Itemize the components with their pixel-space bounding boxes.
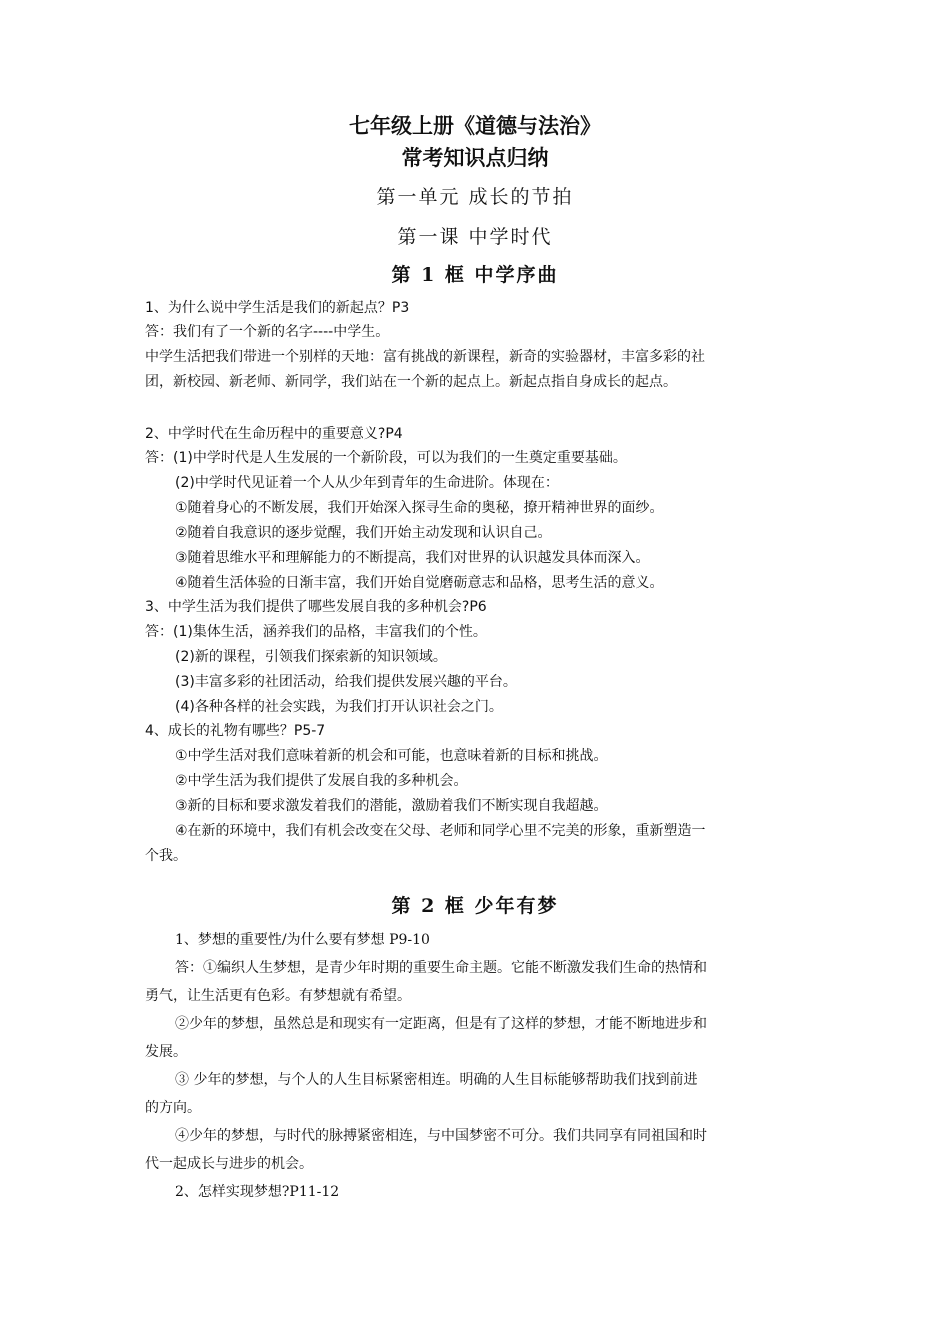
answer-line: 个我。 — [145, 848, 187, 864]
answer-line: 答：①编织人生梦想，是青少年时期的重要生命主题。它能不断激发我们生命的热情和 — [175, 960, 707, 976]
answer-line: 答：我们有了一个新的名字----中学生。 — [145, 324, 390, 340]
answer-line: (2)新的课程，引领我们探索新的知识领域。 — [175, 649, 447, 665]
lesson-heading: 第一课 中学时代 — [397, 226, 553, 248]
question-2-frame-2: 2、怎样实现梦想?P11-12 — [175, 1184, 340, 1200]
question-4: 4、成长的礼物有哪些？P5-7 — [145, 723, 326, 739]
answer-line: (3)丰富多彩的社团活动，给我们提供发展兴趣的平台。 — [175, 674, 517, 690]
answer-line: ④随着生活体验的日渐丰富，我们开始自觉磨砺意志和品格，思考生活的意义。 — [175, 575, 664, 591]
answer-line: 发展。 — [145, 1044, 187, 1060]
answer-line: 的方向。 — [145, 1100, 201, 1116]
document-subtitle: 常考知识点归纳 — [401, 146, 549, 170]
answer-line: (2)中学时代见证着一个人从少年到青年的生命进阶。体现在： — [175, 475, 559, 491]
answer-line: 中学生活把我们带进一个别样的天地：富有挑战的新课程，新奇的实验器材，丰富多彩的社 — [145, 349, 705, 365]
frame-2-heading: 第 2 框 少年有梦 — [391, 895, 559, 917]
answer-line: ④少年的梦想，与时代的脉搏紧密相连，与中国梦密不可分。我们共同享有同祖国和时 — [175, 1128, 707, 1144]
answer-line: ②中学生活为我们提供了发展自我的多种机会。 — [175, 773, 468, 789]
question-1-frame-2: 1、梦想的重要性/为什么要有梦想 P9-10 — [175, 932, 430, 948]
answer-line: 团，新校园、新老师、新同学，我们站在一个新的起点上。新起点指自身成长的起点。 — [145, 374, 677, 390]
answer-line: 代一起成长与进步的机会。 — [145, 1156, 313, 1172]
answer-line: ③随着思维水平和理解能力的不断提高，我们对世界的认识越发具体而深入。 — [175, 550, 650, 566]
answer-line: ①中学生活对我们意味着新的机会和可能，也意味着新的目标和挑战。 — [175, 748, 608, 764]
answer-line: 答：(1)集体生活，涵养我们的品格，丰富我们的个性。 — [145, 624, 487, 640]
answer-line: 勇气，让生活更有色彩。有梦想就有希望。 — [145, 988, 411, 1004]
document-title: 七年级上册《道德与法治》 — [349, 114, 601, 138]
answer-line: ①随着身心的不断发展，我们开始深入探寻生命的奥秘，撩开精神世界的面纱。 — [175, 500, 664, 516]
answer-line: ②随着自我意识的逐步觉醒，我们开始主动发现和认识自己。 — [175, 525, 552, 541]
question-1: 1、为什么说中学生活是我们的新起点？P3 — [145, 300, 410, 316]
answer-line: (4)各种各样的社会实践，为我们打开认识社会之门。 — [175, 699, 503, 715]
unit-heading: 第一单元 成长的节拍 — [376, 186, 574, 208]
answer-line: 答：(1)中学时代是人生发展的一个新阶段，可以为我们的一生奠定重要基础。 — [145, 450, 627, 466]
answer-line: ②少年的梦想，虽然总是和现实有一定距离，但是有了这样的梦想，才能不断地进步和 — [175, 1016, 707, 1032]
answer-line: ③新的目标和要求激发着我们的潜能，激励着我们不断实现自我超越。 — [175, 798, 608, 814]
question-2: 2、中学时代在生命历程中的重要意义?P4 — [145, 426, 403, 442]
question-3: 3、中学生活为我们提供了哪些发展自我的多种机会?P6 — [145, 599, 487, 615]
answer-line: ④在新的环境中，我们有机会改变在父母、老师和同学心里不完美的形象，重新塑造一 — [175, 823, 706, 839]
frame-1-heading: 第 1 框 中学序曲 — [391, 264, 559, 286]
answer-line: ③ 少年的梦想，与个人的人生目标紧密相连。明确的人生目标能够帮助我们找到前进 — [175, 1072, 698, 1088]
